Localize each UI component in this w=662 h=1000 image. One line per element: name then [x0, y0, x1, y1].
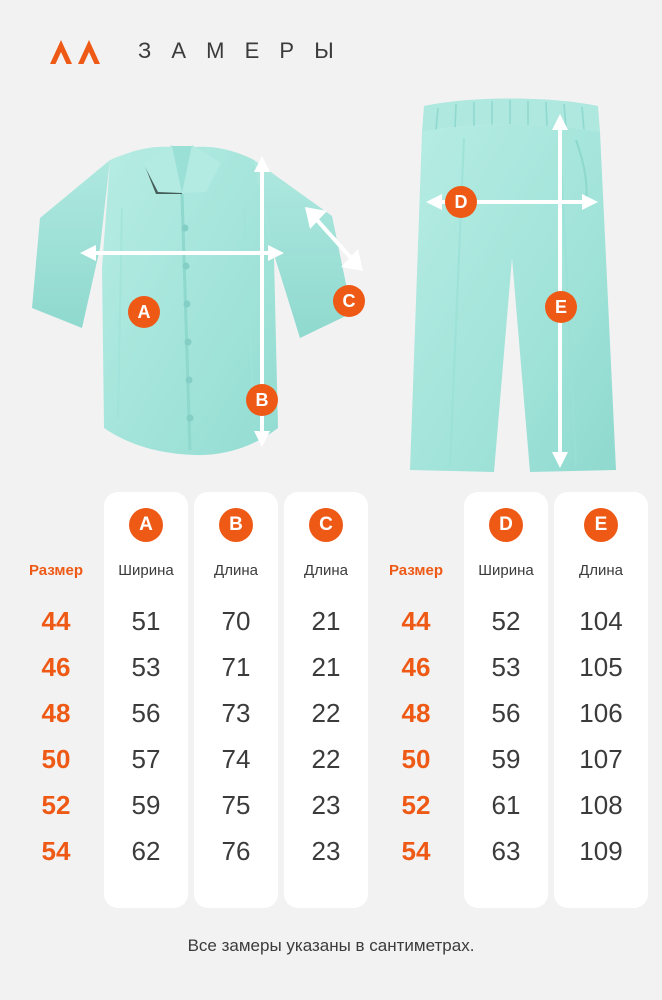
table-cell: 75 [221, 790, 251, 820]
table-cell: 109 [579, 836, 623, 866]
table-cell: 48 [41, 698, 71, 728]
column-title-d: Ширина [478, 562, 534, 579]
table-cell: 76 [221, 836, 251, 866]
table-cell: 44 [401, 606, 431, 636]
measure-badge-b: B [246, 384, 278, 416]
table-cell: 106 [579, 698, 623, 728]
table-cell: 54 [401, 836, 431, 866]
size-tables [0, 492, 662, 922]
pants-size-column [374, 492, 458, 908]
table-cell: 62 [131, 836, 161, 866]
table-cell: 22 [311, 744, 341, 774]
pants-size-cells [374, 598, 458, 874]
pants-illustration [390, 78, 640, 488]
table-cell: 46 [41, 652, 71, 682]
table-cell: 21 [311, 652, 341, 682]
shirt-column-b [194, 492, 278, 908]
table-cell: 53 [491, 652, 521, 682]
table-cell: 23 [311, 836, 341, 866]
pants-d-cells [464, 598, 548, 874]
table-cell: 52 [491, 606, 521, 636]
footer-note: Все замеры указаны в сантиметрах. [187, 936, 475, 955]
measure-badge-a: A [128, 296, 160, 328]
table-cell: 52 [41, 790, 71, 820]
shirt-size-cells [14, 598, 98, 874]
measure-badge-c: C [333, 285, 365, 317]
table-cell: 73 [221, 698, 251, 728]
brand-logo-icon [48, 36, 108, 66]
shirt-column-a [104, 492, 188, 908]
table-cell: 46 [401, 652, 431, 682]
table-cell: 54 [41, 836, 71, 866]
column-badge-c: C [309, 508, 343, 542]
measure-badge-e: E [545, 291, 577, 323]
table-cell: 63 [491, 836, 521, 866]
table-cell: 107 [579, 744, 623, 774]
table-cell: 50 [41, 744, 71, 774]
shirt-c-cells [284, 598, 368, 874]
table-cell: 104 [579, 606, 623, 636]
column-title-b: Длина [214, 562, 258, 579]
measure-badge-d: D [445, 186, 477, 218]
table-cell: 74 [221, 744, 251, 774]
column-badge-a: A [129, 508, 163, 542]
shirt-size-header: Размер [28, 562, 84, 579]
table-cell: 22 [311, 698, 341, 728]
shirt-size-column [14, 492, 98, 908]
pants-column-e [554, 492, 648, 908]
table-cell: 108 [579, 790, 623, 820]
column-badge-b: B [219, 508, 253, 542]
table-cell: 53 [131, 652, 161, 682]
shirt-b-cells [194, 598, 278, 874]
shirt-column-c [284, 492, 368, 908]
table-cell: 23 [311, 790, 341, 820]
column-badge-d: D [489, 508, 523, 542]
table-cell: 56 [131, 698, 161, 728]
page-header [48, 36, 341, 66]
pants-e-cells [554, 598, 648, 874]
column-badge-e: E [584, 508, 618, 542]
table-cell: 51 [131, 606, 161, 636]
table-cell: 57 [131, 744, 161, 774]
page-title: З А М Е Р Ы [138, 38, 341, 63]
table-cell: 52 [401, 790, 431, 820]
table-cell: 59 [131, 790, 161, 820]
pants-column-d [464, 492, 548, 908]
table-cell: 70 [221, 606, 251, 636]
table-cell: 71 [221, 652, 251, 682]
table-cell: 59 [491, 744, 521, 774]
table-cell: 48 [401, 698, 431, 728]
table-cell: 50 [401, 744, 431, 774]
table-cell: 56 [491, 698, 521, 728]
illustration-area [0, 78, 662, 488]
column-title-c: Длина [304, 562, 348, 579]
column-title-e: Длина [579, 562, 623, 579]
column-title-a: Ширина [118, 562, 174, 579]
pants-size-header: Размер [388, 562, 444, 579]
table-cell: 105 [579, 652, 623, 682]
table-cell: 44 [41, 606, 71, 636]
shirt-illustration [22, 98, 382, 488]
table-cell: 61 [491, 790, 521, 820]
shirt-a-cells [104, 598, 188, 874]
table-cell: 21 [311, 606, 341, 636]
